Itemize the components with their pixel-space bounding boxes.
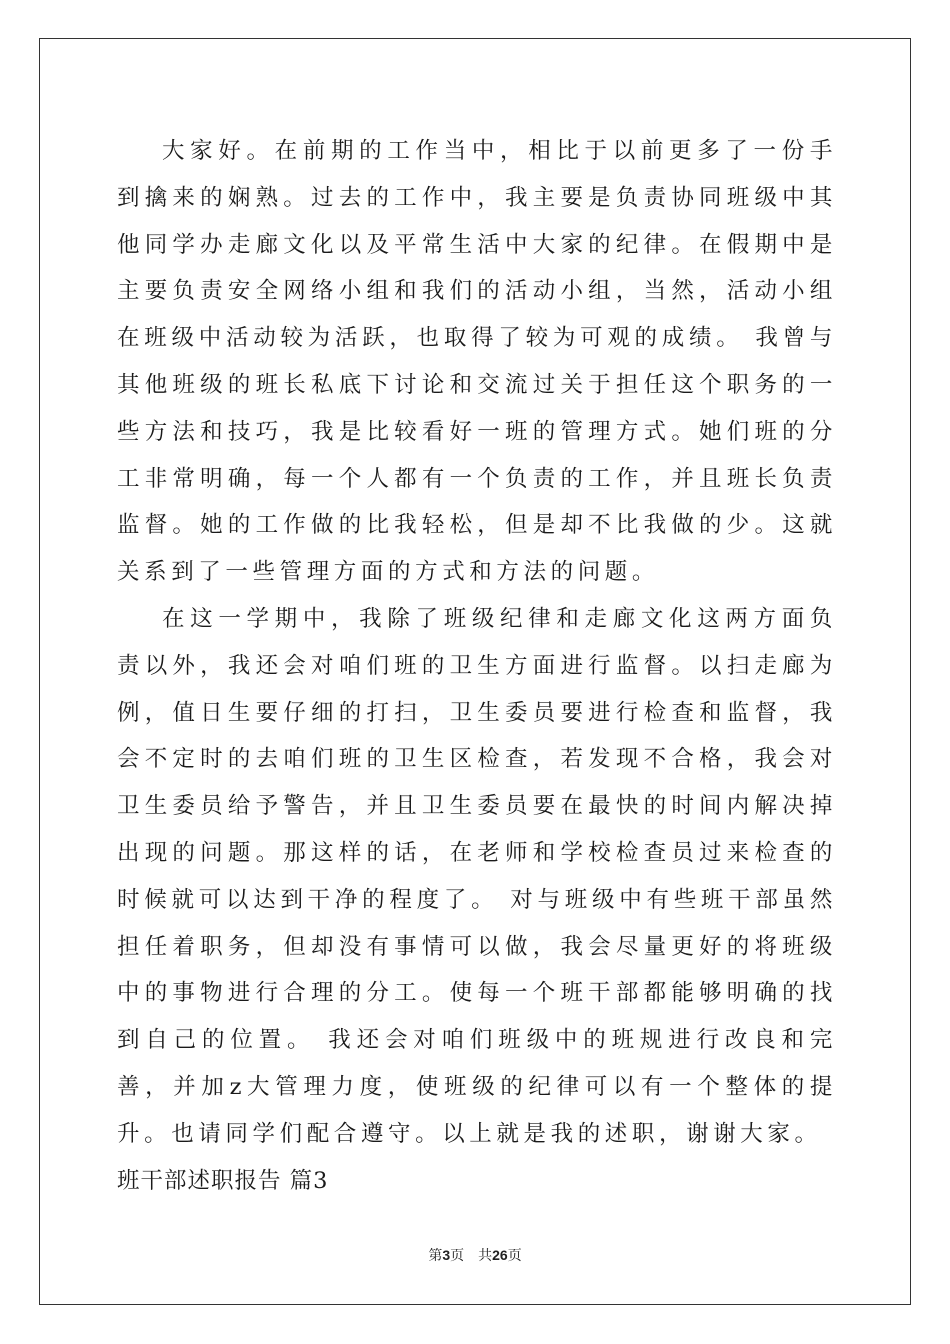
footer-prefix: 第 — [428, 1248, 443, 1264]
footer-total-unit: 页 — [507, 1248, 522, 1264]
document-body — [117, 128, 837, 1204]
paragraph-1: 大家好。在前期的工作当中，相比于以前更多了一份手到擒来的娴熟。过去的工作中，我主要是负责协同班级中其他同学办走廊文化以及平常生活中大家的纪律。在假期中是主要负责安全网络小组和我们的活动小组，当然，活动小组在班级中活动较为活跃，也取得了较为可观的成绩。 我曾与其他班级的班长私底下讨论和交流过关于担任这个职务的一些方法和技巧，我是比较看好一班的管理方式。她们班的分工非常明确，每一个人都有一个负责的工作，并且班长负责监督。她的工作做的比我轻松，但是却不比我做的少。这就关系到了一些管理方面的方式和方法的问题。 — [117, 138, 837, 586]
footer-page-unit: 页 — [450, 1248, 465, 1264]
total-page-count: 26 — [492, 1247, 508, 1263]
paragraph-2: 在这一学期中，我除了班级纪律和走廊文化这两方面负责以外，我还会对咱们班的卫生方面进行监督。以扫走廊为例，值日生要仔细的打扫，卫生委员要进行检查和监督，我会不定时的去咱们班的卫生区检查，若发现不合格，我会对卫生委员给予警告，并且卫生委员要在最快的时间内解决掉出现的问题。那这样的话，在老师和学校检查员过来检查的时候就可以达到干净的程度了。 对与班级中有些班干部虽然担任着职务，但却没有事情可以做，我会尽量更好的将班级中的事物进行合理的分工。使每一个班干部都能够明确的找到自己的位置。 我还会对咱们班级中的班规进行改良和完善，并加z大管理力度，使班级的纪律可以有一个整体的提升。也请同学们配合遵守。以上就是我的述职，谢谢大家。 — [117, 605, 837, 1147]
page-footer — [0, 1245, 950, 1266]
current-page-number: 3 — [442, 1247, 451, 1263]
section-heading: 班干部述职报告 篇3 — [117, 1167, 329, 1194]
footer-total-prefix: 共 — [478, 1248, 493, 1264]
